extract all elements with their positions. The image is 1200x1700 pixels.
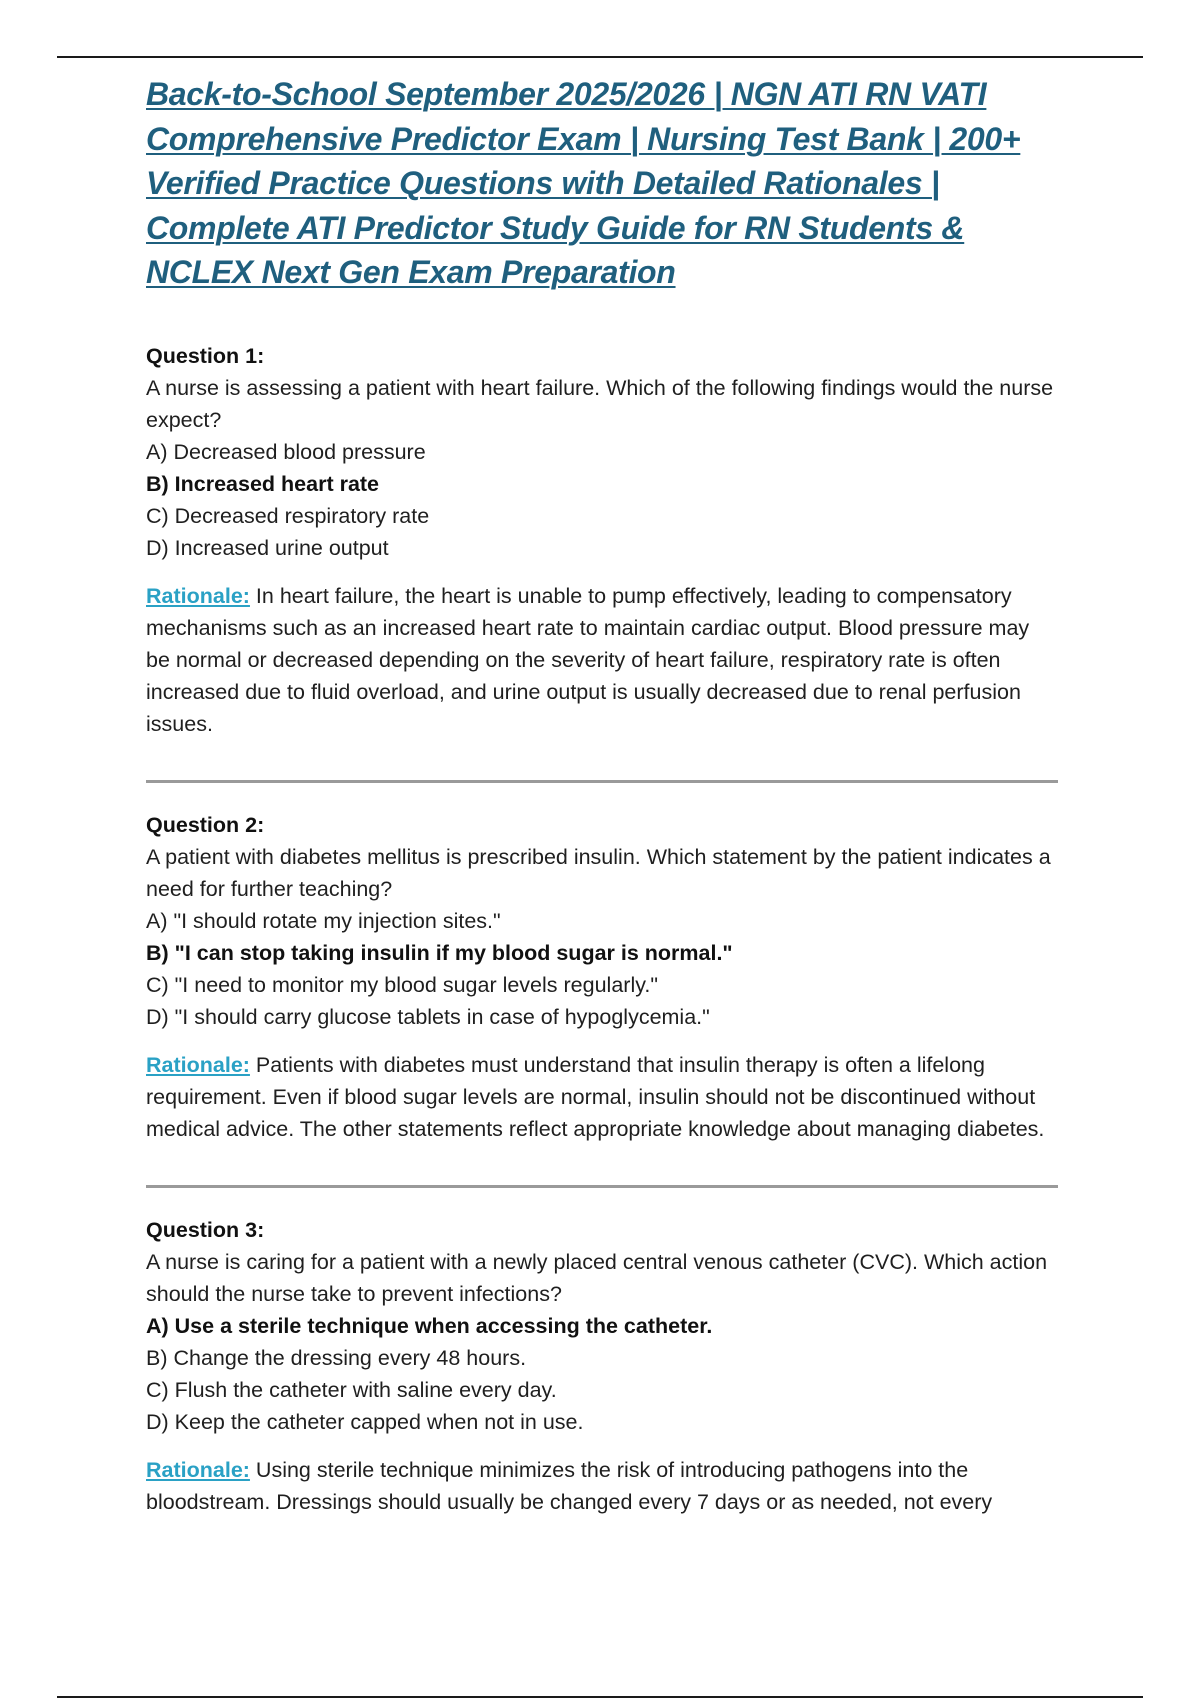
answer-option-b: B) Change the dressing every 48 hours. [146,1345,527,1370]
answer-option-a: A) Decreased blood pressure [146,439,426,464]
question-divider [146,780,1058,783]
question-stem: A nurse is caring for a patient with a newly placed central venous catheter (CVC). Which action should the nurse take to prevent infections? [146,1249,1048,1306]
page-top-rule [57,56,1143,58]
question-3 [146,1214,1058,1518]
rationale [146,1049,1058,1145]
answer-option-c: C) Flush the catheter with saline every day. [146,1377,557,1402]
answer-option-a: A) "I should rotate my injection sites." [146,908,501,933]
rationale-text: Using sterile technique minimizes the risk of introducing pathogens into the bloodstream. Dressings should usually be changed every 7 days or as needed, not every [146,1457,993,1514]
document-title-link[interactable]: Back-to-School September 2025/2026 | NGN ATI RN VATI Comprehensive Predictor Exam | Nursing Test Bank | 200+ Verified Practice Questions with Detailed Rationales | Complete ATI Predictor Study Guide for RN Students & NCLEX Next Gen Exam Preparation [146,76,1021,290]
rationale-label-link[interactable]: Rationale: [146,583,250,608]
question-heading: Question 3: [146,1217,265,1242]
answer-option-c: C) Decreased respiratory rate [146,503,430,528]
question-heading: Question 1: [146,343,265,368]
question-divider [146,1185,1058,1188]
question-2 [146,809,1058,1145]
rationale-label-link[interactable]: Rationale: [146,1052,250,1077]
question-stem: A patient with diabetes mellitus is prescribed insulin. Which statement by the patient indicates a need for further teaching? [146,844,1051,901]
answer-option-d: D) "I should carry glucose tablets in case of hypoglycemia." [146,1004,710,1029]
answer-option-a-correct: A) Use a sterile technique when accessing the catheter. [146,1313,713,1338]
answer-option-d: D) Increased urine output [146,535,389,560]
question-stem: A nurse is assessing a patient with heart failure. Which of the following findings would the nurse expect? [146,375,1054,432]
document-body [146,72,1058,1518]
question-1 [146,340,1058,740]
rationale-text: In heart failure, the heart is unable to pump effectively, leading to compensatory mechanisms such as an increased heart rate to maintain cardiac output. Blood pressure may be normal or decreased depending on the severity of heart failure, respiratory rate is often increased due to fluid overload, and urine output is usually decreased due to renal perfusion issues. [146,583,1030,736]
answer-option-b-correct: B) Increased heart rate [146,471,380,496]
rationale-label-link[interactable]: Rationale: [146,1457,250,1482]
rationale-text: Patients with diabetes must understand that insulin therapy is often a lifelong requirement. Even if blood sugar levels are normal, insulin should not be discontinued without medical advice. The other statements reflect appropriate knowledge about managing diabetes. [146,1052,1045,1141]
answer-option-b-correct: B) "I can stop taking insulin if my blood sugar is normal." [146,940,733,965]
answer-option-d: D) Keep the catheter capped when not in use. [146,1409,584,1434]
question-heading: Question 2: [146,812,265,837]
rationale [146,580,1058,740]
answer-option-c: C) "I need to monitor my blood sugar levels regularly." [146,972,658,997]
page-bottom-rule [57,1696,1143,1698]
rationale [146,1454,1058,1518]
